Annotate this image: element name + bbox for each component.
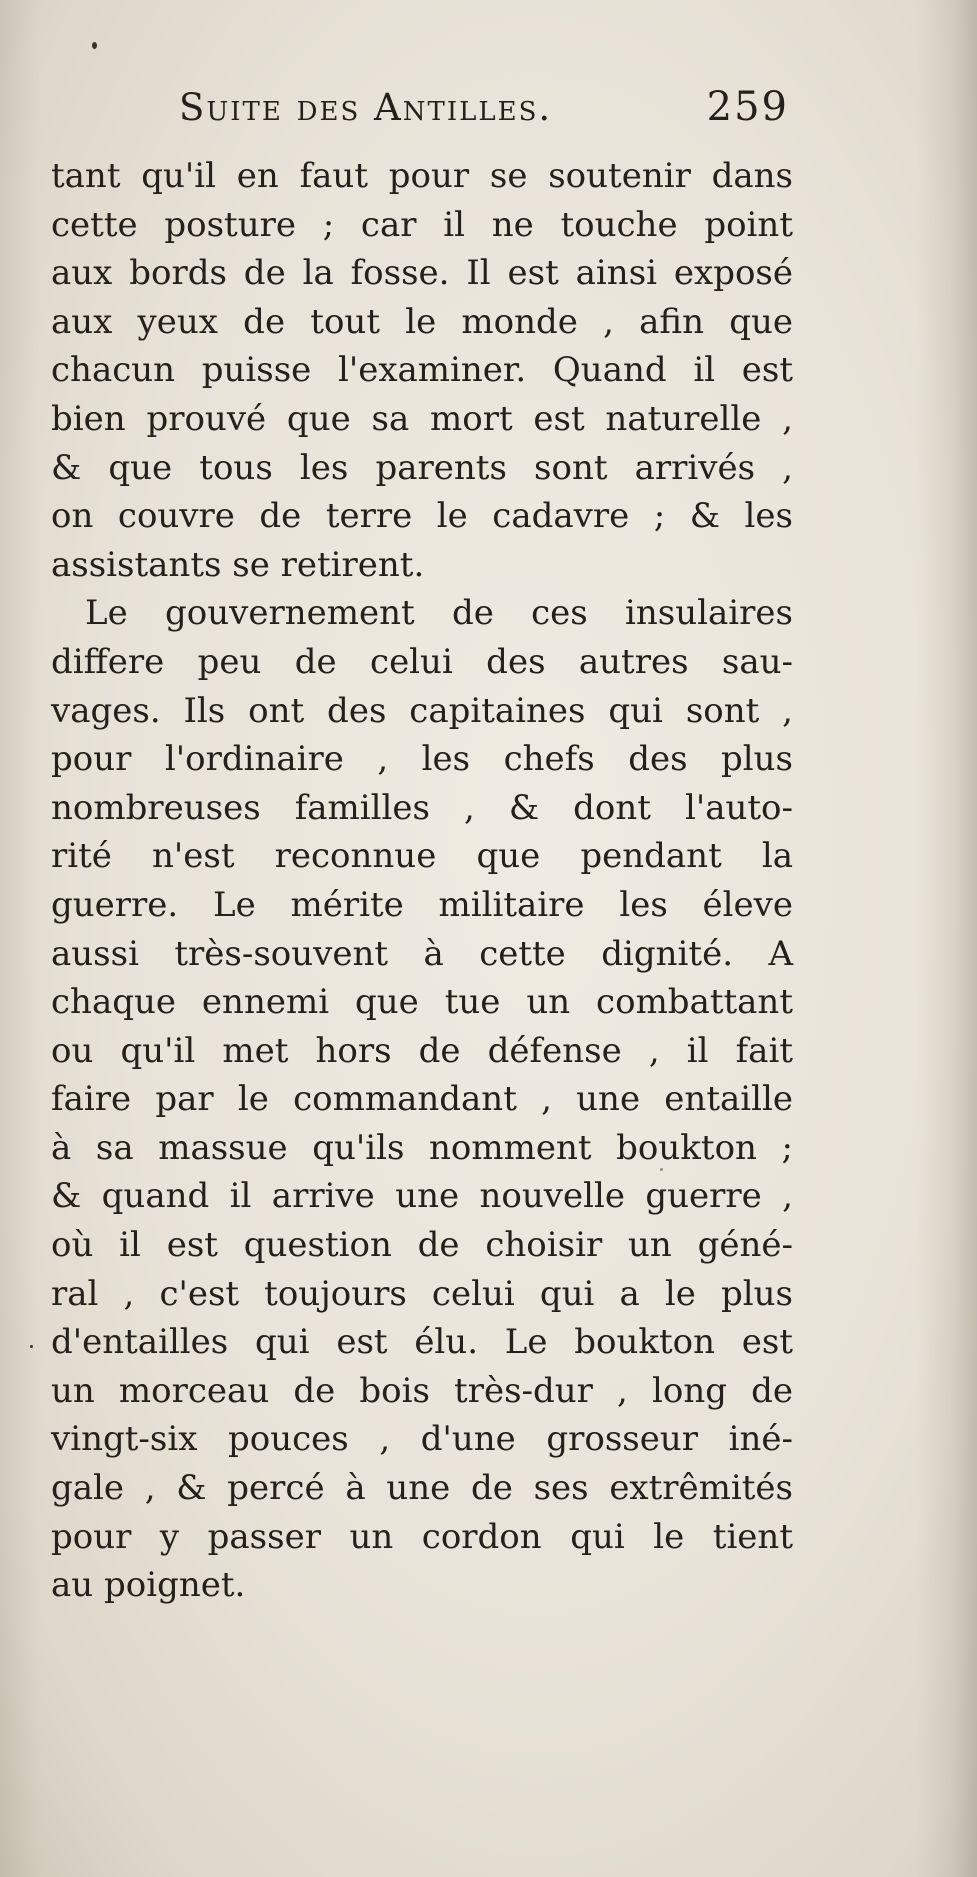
- text-line: gale , & percé à une de ses extrêmités: [51, 1468, 793, 1509]
- paragraph-1: [51, 152, 793, 589]
- ink-speck: [92, 42, 97, 49]
- text-line: nombreuses familles , & dont l'auto-: [51, 787, 793, 828]
- text-line: vingt-six pouces , d'une grosseur iné-: [51, 1419, 793, 1460]
- paragraph-2: [51, 589, 793, 1609]
- text-line: un morceau de bois très-dur , long de: [51, 1370, 793, 1411]
- text-line: chaque ennemi que tue un combattant: [51, 982, 793, 1023]
- text-line: vages. Ils ont des capitaines qui sont ,: [51, 690, 793, 731]
- text-line: aux yeux de tout le monde , afin que: [51, 301, 793, 342]
- text-line: rité n'est reconnue que pendant la: [51, 836, 793, 877]
- text-line: & que tous les parents sont arrivés ,: [51, 447, 793, 488]
- text-line: à sa massue qu'ils nomment boukton ;: [51, 1127, 793, 1168]
- text-line: pour l'ordinaire , les chefs des plus: [51, 739, 793, 780]
- text-line: ral , c'est toujours celui qui a le plus: [51, 1273, 793, 1314]
- text-line: on couvre de terre le cadavre ; & les: [51, 496, 793, 537]
- text-line: ou qu'il met hors de défense , il fait: [51, 1030, 793, 1071]
- text-line: faire par le commandant , une entaille: [51, 1079, 793, 1120]
- text-line: Le gouvernement de ces insulaires: [85, 593, 793, 634]
- text-line: bien prouvé que sa mort est naturelle ,: [51, 398, 793, 439]
- text-line: assistants se retirent.: [51, 544, 425, 585]
- page-shadow-right: [917, 0, 977, 1877]
- text-line: d'entailles qui est élu. Le boukton est: [51, 1322, 793, 1363]
- text-line: guerre. Le mérite militaire les éleve: [51, 884, 793, 925]
- text-line: tant qu'il en faut pour se soutenir dans: [51, 156, 793, 196]
- text-line: au poignet.: [51, 1565, 246, 1606]
- running-header: [51, 84, 793, 152]
- text-line: aussi très-souvent à cette dignité. A: [51, 933, 793, 974]
- text-line: differe peu de celui des autres sau-: [51, 641, 793, 682]
- text-line: pour y passer un cordon qui le tient: [51, 1516, 793, 1557]
- ink-speck: [30, 1345, 33, 1348]
- running-title: Suite des Antilles.: [179, 86, 553, 129]
- text-block: [51, 84, 793, 1610]
- text-line: aux bords de la fosse. Il est ainsi exposé: [51, 253, 793, 294]
- page-number: 259: [706, 84, 789, 130]
- text-line: chacun puisse l'examiner. Quand il est: [51, 350, 793, 391]
- text-line: cette posture ; car il ne touche point: [51, 204, 793, 245]
- text-line: & quand il arrive une nouvelle guerre ,: [51, 1176, 793, 1217]
- page-shadow-left: [0, 0, 40, 1877]
- text-line: où il est question de choisir un géné-: [51, 1225, 793, 1266]
